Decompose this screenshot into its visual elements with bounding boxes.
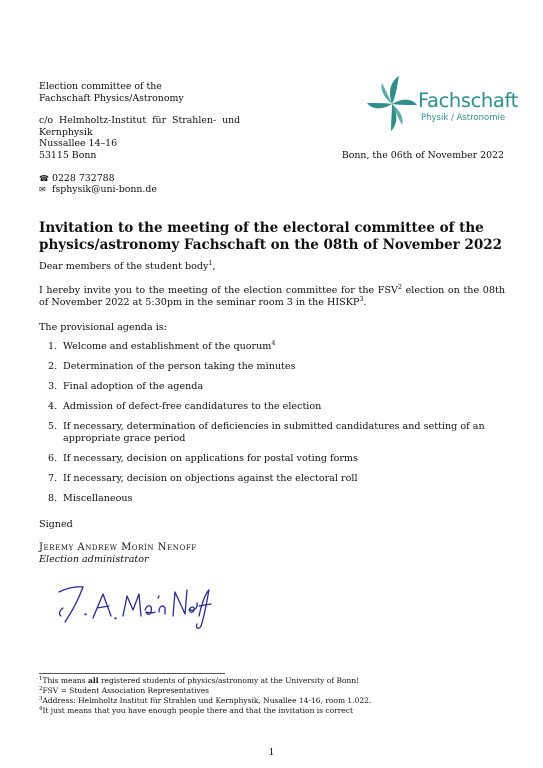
agenda-item-number: 3. [48,381,58,392]
footnote-text: registered students of physics/astronomy at the University of Bonn! [98,676,360,685]
footnote-emphasis: all [88,676,99,685]
handwritten-signature [55,570,215,630]
sender-address-line: 53115 Bonn [39,149,97,161]
footnote-text: This means [42,676,88,685]
agenda-item [39,473,505,485]
agenda-item-number: 7. [48,473,58,484]
footnote-marker: 1 [208,259,213,267]
agenda-item-number: 4. [48,401,58,412]
agenda-item-text: If necessary, decision on objections against the electoral roll [63,473,358,484]
sender-address-line: c/o Helmholtz-Institut für Strahlen- und [39,115,241,127]
agenda-item [39,421,505,445]
signatory-name: Jeremy Andrew Morín Nenoff [39,542,197,553]
footnote [39,686,509,696]
sender-address-line: Kernphysik [39,126,93,138]
agenda-item-number: 2. [48,361,58,372]
agenda-item [39,453,505,465]
agenda-list [39,341,505,513]
agenda-intro: The provisional agenda is: [39,322,167,333]
agenda-item-number: 5. [48,421,58,432]
logo-subtitle: Physik / Astronomie [421,113,506,123]
footnote-text: Address: Helmholtz Institut für Strahlen und Kernphysik, Nusallee 14-16, room 1.022. [42,696,372,706]
agenda-item [39,381,505,393]
envelope-icon: ✉ [39,185,46,195]
footnote-text: It just means that you have enough people there and that the invitation is correct [42,706,353,716]
agenda-item [39,341,505,353]
footnote-number: 4 [39,706,43,713]
sender-address-line: Nussallee 14–16 [39,138,118,150]
footnote [39,676,509,686]
agenda-item [39,401,505,413]
agenda-item-number: 6. [48,453,58,464]
sender-block [39,81,241,196]
agenda-item-text: If necessary, determination of deficiencies in submitted candidatures and setting of an appropriate grace period [63,421,485,444]
phone-row [39,173,229,185]
agenda-item-text: Final adoption of the agenda [63,381,204,392]
agenda-item-text: Admission of defect-free candidatures to the election [63,401,322,412]
date-line: Bonn, the 06th of November 2022 [341,150,504,161]
agenda-item-text: If necessary, decision on applications for postal voting forms [63,453,358,464]
agenda-item [39,361,505,373]
page-number: 1 [268,747,275,758]
pinwheel-logo-icon [366,74,418,134]
footnote-number: 3 [39,696,43,703]
intro-paragraph [39,285,505,309]
sender-org-line: Election committee of the [39,81,162,92]
agenda-item-text: Miscellaneous [63,493,133,504]
email-address[interactable]: fsphysik@uni-bonn.de [51,184,157,196]
footnote-marker: 3 [359,295,364,303]
intro-text: election on the 08th of November 2022 at 5:30pm in the seminar room 3 in the HISKP [39,285,505,308]
email-row[interactable] [39,184,229,196]
footnote [39,706,509,716]
footnote-divider [39,673,225,674]
agenda-item-number: 1. [48,341,58,352]
phone-number: 0228 732788 [51,172,115,184]
footnote-text: FSV = Student Association Representatives [42,686,209,696]
footnote [39,696,509,706]
signed-label: Signed [39,519,73,530]
footnote-number: 1 [39,676,43,682]
salutation [39,261,216,273]
salutation-punct: , [212,261,216,272]
signatory-role: Election administrator [39,554,149,565]
agenda-item [39,493,505,505]
agenda-item-text: Determination of the person taking the minutes [63,361,296,372]
intro-text: . [363,297,367,308]
agenda-item-number: 8. [48,493,58,504]
document-title: Invitation to the meeting of the electoral committee of the physics/astronomy Fachschaft on the 08th of November 2022 [39,220,503,253]
logo-wordmark: Fachschaft [418,89,518,112]
footnote-marker: 4 [271,339,276,347]
footnote-marker: 2 [397,283,403,291]
agenda-item-text: Welcome and establishment of the quorum [63,341,272,352]
salutation-text: Dear members of the student body [39,261,209,272]
footnotes [39,676,509,716]
intro-text: I hereby invite you to the meeting of the election committee for the FSV [39,285,398,296]
phone-icon: ☎ [39,173,49,183]
fachschaft-logo [366,70,518,142]
footnote-number: 2 [39,686,43,693]
sender-org-line: Fachschaft Physics/Astronomy [39,92,184,104]
